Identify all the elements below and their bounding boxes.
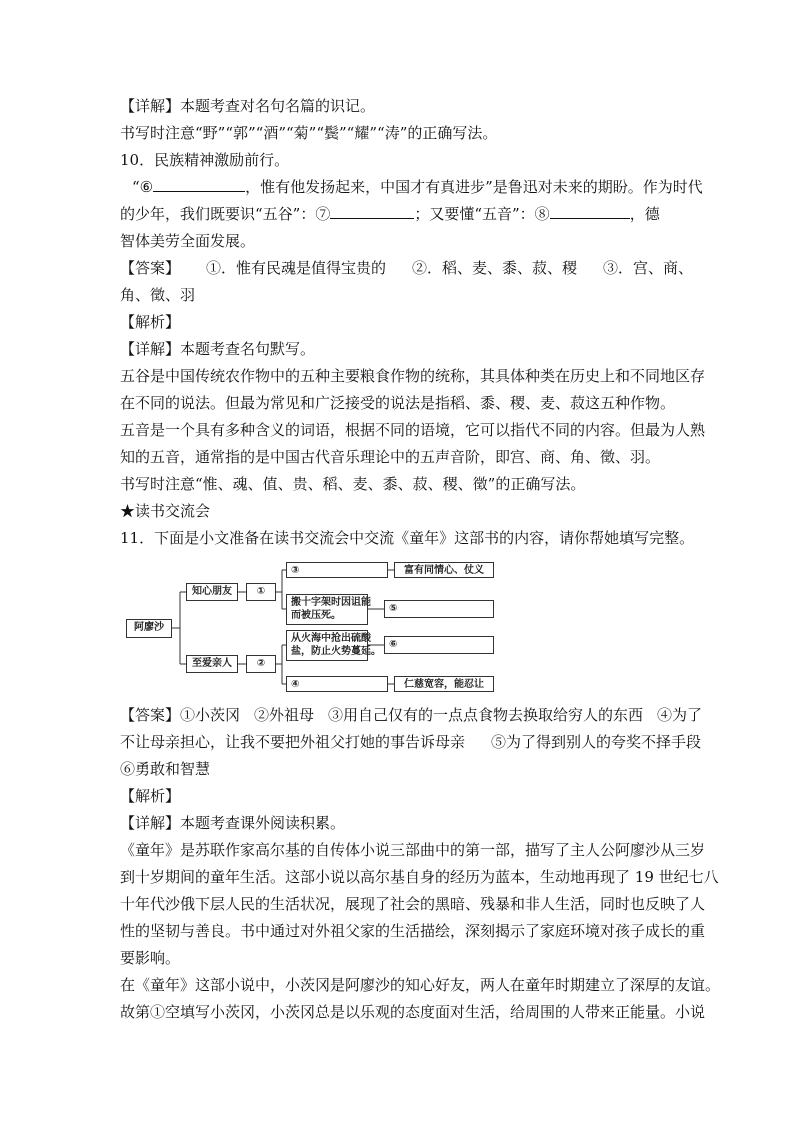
mind-map-diagram [122, 558, 500, 698]
paragraph-line: 在不同的说法。但最为常见和广泛接受的说法是指稻、黍、稷、麦、菽这五种作物。 [120, 394, 676, 412]
answer-3: ③．宫、商、 [603, 259, 694, 277]
section-heading: ★读书交流会 [120, 502, 211, 520]
root-node: 阿廖沙 [126, 619, 172, 638]
answer-11-2: ②外祖母 [254, 706, 315, 724]
writing-note: 书写时注意“野”“郭”“酒”“菊”“鬓”“耀”“涛”的正确写法。 [120, 124, 498, 142]
detail-line: 【详解】本题考查名句默写。 [120, 340, 316, 358]
paragraph-line: 要影响。 [120, 949, 181, 967]
paragraph-line: 十年代沙俄下层人民的生活状况，展现了社会的黑暗、残暴和非人生活，同时也反映了人 [120, 895, 706, 913]
question-10-line-2 [120, 204, 660, 224]
de-text: ，德 [629, 205, 660, 223]
question-10-line-1 [132, 177, 703, 197]
event-6-line-2: 盐，防止火势蔓延。 [291, 646, 381, 657]
answer-blank-6[interactable] [153, 177, 245, 192]
event-5-node [286, 594, 371, 625]
blank-6-node[interactable]: ⑥ [384, 636, 494, 654]
trait-4-node: 仁慈宽容，能忍让 [394, 676, 494, 692]
answer-11-1: 【答案】①小茨冈 [120, 706, 241, 724]
paragraph-line: 性的坚韧与善良。书中通过对外祖父家的生活描绘，深刻揭示了家庭环境对孩子成长的重 [120, 922, 706, 940]
writing-note: 书写时注意“惟、魂、值、贵、稻、麦、黍、菽、稷、徵”的正确写法。 [120, 475, 586, 493]
question-10-text: ，惟有他发扬起来，中国才有真进步”是鲁迅对未来的期盼。作为时代 [245, 178, 703, 196]
paragraph-line: 五谷是中国传统农作物中的五种主要粮食作物的统称，其具体种类在历史上和不同地区存 [120, 367, 706, 385]
friend-node: 知心朋友 [186, 583, 238, 601]
blank-3-node[interactable]: ③ [286, 562, 388, 578]
answer-line-11 [120, 705, 702, 725]
paragraph-line: 到十岁期间的童年生活。这部小说以高尔基自身的经历为蓝本，生动地再现了 19 世纪七八 [120, 868, 719, 886]
blank-4-node[interactable]: ④ [286, 676, 388, 692]
event-5-line-1: 搬十字架时因诅能 [291, 597, 371, 608]
answer-label: 【答案】 [120, 259, 181, 277]
answer-line-10-cont: 角、徵、羽 [120, 286, 196, 304]
answer-1: ①．惟有民魂是值得宝贵的 [206, 259, 387, 277]
trait-3-node: 富有同情心、仗义 [394, 562, 494, 578]
paragraph-line: 《童年》是苏联作家高尔基的自传体小说三部曲中的第一部，描写了主人公阿廖沙从三岁 [120, 841, 706, 859]
question-11-title: 11．下面是小文准备在读书交流会中交流《童年》这部书的内容，请你帮她填写完整。 [120, 529, 695, 547]
paragraph-line: 知的五音，通常指的是中国古代音乐理论中的五声音阶，即宫、商、角、徵、羽。 [120, 448, 661, 466]
analysis-label: 【解析】 [120, 313, 181, 331]
answer-11-4-cont: 不让母亲担心，让我不要把外祖父打她的事告诉母亲 [120, 733, 466, 751]
wuyin-text: ；又要懂“五音”：⑧ [414, 205, 550, 223]
blank-2-node[interactable]: ② [246, 655, 276, 673]
question-10-title: 10．民族精神激励前行。 [120, 151, 290, 169]
answer-blank-7[interactable] [330, 204, 414, 219]
blank-1-node[interactable]: ① [246, 583, 276, 601]
event-6-node [286, 630, 381, 661]
family-node: 至爱亲人 [186, 655, 238, 673]
circled-6: “⑥ [132, 178, 154, 196]
answer-11-4: ④为了 [657, 706, 703, 724]
detail-line: 【详解】本题考查课外阅读积累。 [120, 814, 346, 832]
answer-line-11-cont [120, 732, 701, 752]
paragraph-line: 五音是一个具有多种含义的词语，根据不同的语境，它可以指代不同的内容。但最为人熟 [120, 421, 706, 439]
answer-2: ②．稻、麦、黍、菽、稷 [412, 259, 578, 277]
answer-11-6: ⑥勇敢和智慧 [120, 760, 211, 778]
analysis-label: 【解析】 [120, 787, 181, 805]
blank-5-node[interactable]: ⑤ [384, 600, 494, 618]
event-6-line-1: 从火海中抢出硫酸 [291, 633, 371, 644]
answer-11-3: ③用自己仅有的一点点食物去换取给穷人的东西 [328, 706, 644, 724]
answer-line-10 [120, 258, 693, 278]
answer-11-5: ⑤为了得到别人的夸奖不择手段 [491, 733, 702, 751]
paragraph-line: 在《童年》这部小说中，小茨冈是阿廖沙的知心好友，两人在童年时期建立了深厚的友谊。 [120, 976, 721, 994]
question-10-line-3: 智体美劳全面发展。 [120, 232, 256, 250]
detail-line: 【详解】本题考查对名句名篇的识记。 [120, 97, 376, 115]
answer-blank-8[interactable] [550, 204, 630, 219]
paragraph-line: 故第①空填写小茨冈，小茨冈总是以乐观的态度面对生活，给周围的人带来正能量。小说 [120, 1003, 706, 1021]
wugu-text: 的少年，我们既要识“五谷”：⑦ [120, 205, 331, 223]
event-5-line-2: 而被压死。 [291, 610, 341, 621]
